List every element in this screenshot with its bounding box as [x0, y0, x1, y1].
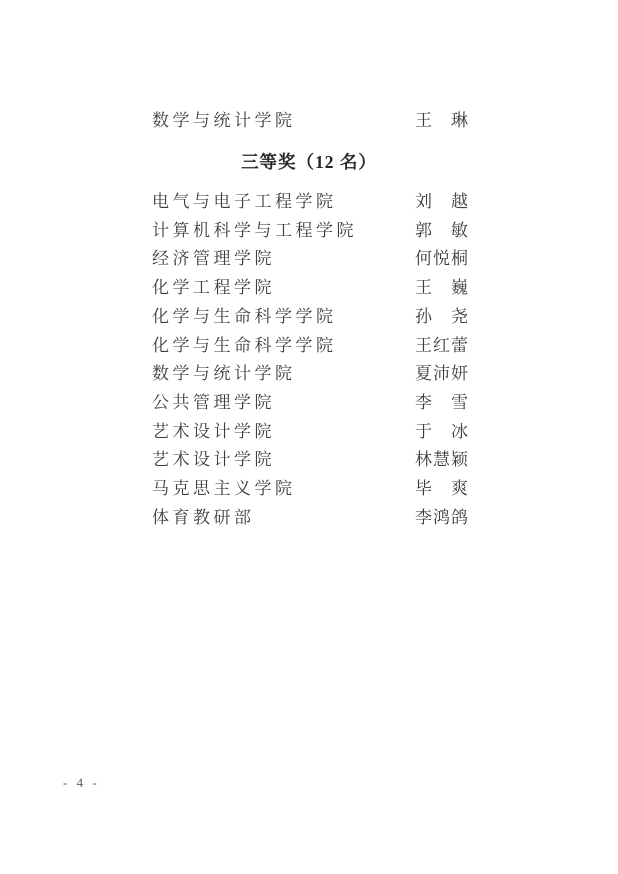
college-name: 数学与统计学院 [152, 364, 296, 384]
person-name: 何悦桐 [415, 249, 469, 269]
college-name: 电气与电子工程学院 [152, 192, 337, 211]
college-name: 经济管理学院 [152, 249, 275, 269]
award-list [152, 188, 618, 532]
person-name: 王 巍 [415, 278, 469, 298]
pre-section-rows [152, 107, 618, 136]
college-name: 马克思主义学院 [152, 479, 296, 499]
award-row [152, 418, 618, 447]
section-heading: 三等奖（12 名） [241, 152, 377, 172]
award-row [152, 274, 618, 303]
page-number: - 4 - [63, 775, 100, 790]
person-name: 王 琳 [415, 111, 469, 130]
award-row [152, 389, 618, 418]
college-name: 数学与统计学院 [152, 111, 296, 130]
person-name: 于 冰 [415, 421, 469, 441]
college-name: 化学与生命科学学院 [152, 335, 337, 355]
college-name: 艺术设计学院 [152, 450, 275, 470]
college-name: 体育教研部 [152, 507, 255, 527]
award-row [152, 332, 618, 361]
award-row [152, 475, 618, 504]
person-name: 李鸿鸽 [415, 507, 469, 527]
college-name: 艺术设计学院 [152, 421, 275, 441]
person-name: 林慧颖 [415, 450, 469, 470]
person-name: 李 雪 [415, 392, 469, 412]
award-row [152, 303, 618, 332]
person-name: 毕 爽 [415, 479, 469, 499]
person-name: 孙 尧 [415, 306, 469, 326]
college-name: 计算机科学与工程学院 [152, 220, 357, 240]
award-row [152, 188, 618, 217]
person-name: 夏沛妍 [415, 364, 469, 384]
college-name: 公共管理学院 [152, 392, 275, 412]
award-row [152, 360, 618, 389]
college-name: 化学工程学院 [152, 278, 275, 298]
person-name: 刘 越 [415, 192, 469, 211]
person-name: 郭 敏 [415, 220, 469, 240]
award-row [152, 504, 618, 533]
award-row [152, 245, 618, 274]
award-row [152, 107, 618, 136]
award-row [152, 217, 618, 246]
person-name: 王红蕾 [415, 335, 469, 355]
award-row [152, 446, 618, 475]
college-name: 化学与生命科学学院 [152, 306, 337, 326]
